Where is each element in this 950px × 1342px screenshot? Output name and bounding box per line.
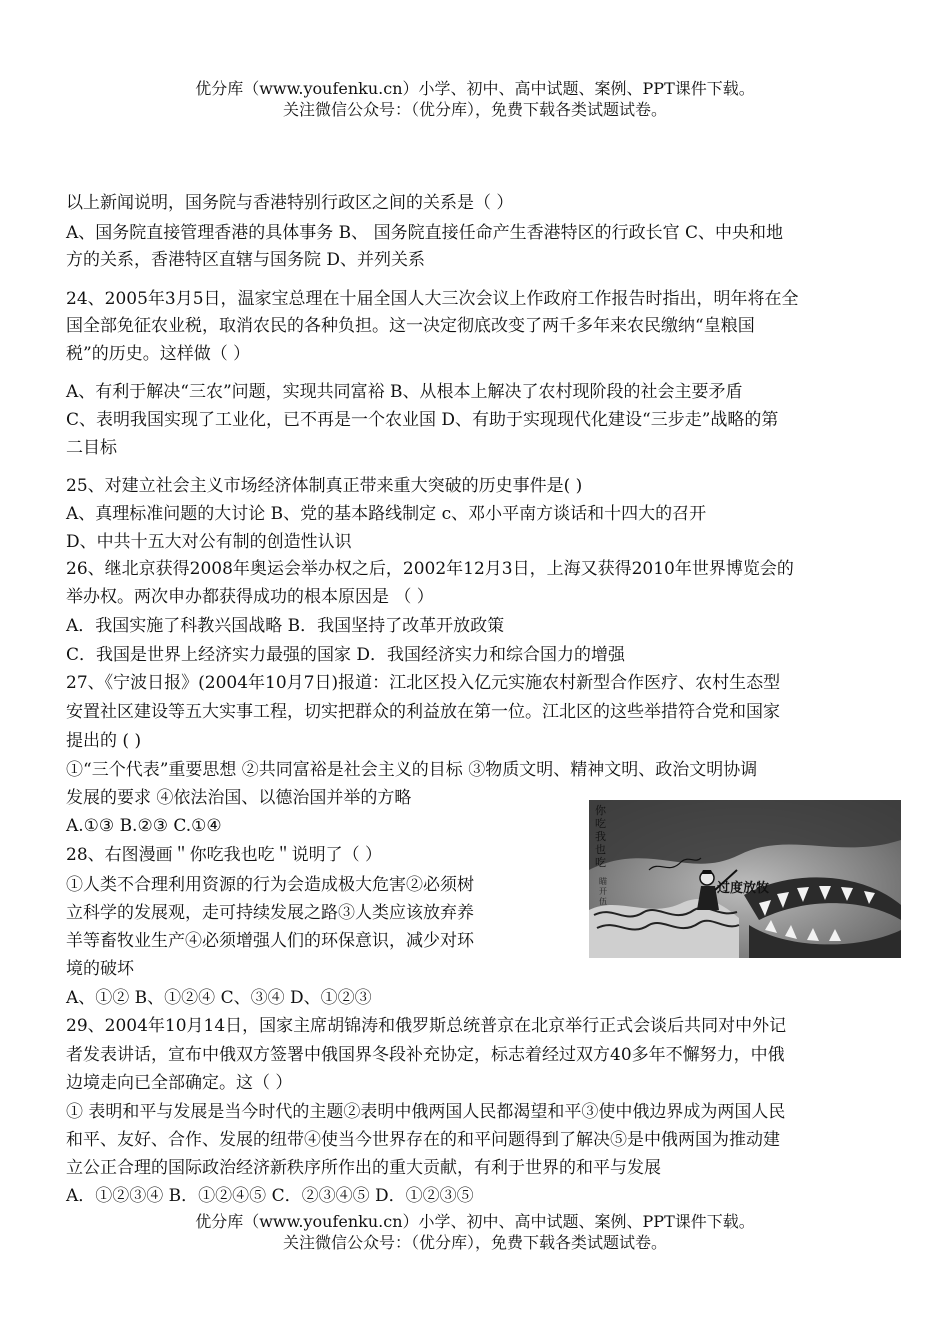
q23-stem: 以上新闻说明，国务院与香港特别行政区之间的关系是（ ） [66, 193, 514, 213]
footer-line-1: 优分库（www.youfenku.cn）小学、初中、高中试题、案例、PPT课件下载。 [195, 1212, 755, 1231]
q28-items-line-1: ①人类不合理利用资源的行为会造成极大危害②必须树 [66, 875, 474, 895]
q24-stem-line-3: 税”的历史。这样做（ ） [66, 344, 251, 364]
q25-options-line-2: D、中共十五大对公有制的创造性认识 [66, 532, 352, 552]
q25-stem: 25、对建立社会主义市场经济体制真正带来重大突破的历史事件是( ) [66, 476, 583, 496]
q28-stem: 28、右图漫画＂你吃我也吃＂说明了（ ） [66, 845, 383, 865]
q23-options-line-2: 方的关系，香港特区直辖与国务院 D、并列关系 [66, 250, 426, 270]
q27-items-line-2: 发展的要求 ④依法治国、以德治国并举的方略 [66, 788, 412, 808]
header-line-1: 优分库（www.youfenku.cn）小学、初中、高中试题、案例、PPT课件下载。 [195, 79, 755, 98]
q24-options-line-2: C、表明我国实现了工业化，已不再是一个农业国 D、有助于实现现代化建设“三步走”战略的第 [66, 410, 779, 430]
q24-stem-line-1: 24、2005年3月5日，温家宝总理在十届全国人大三次会议上作政府工作报告时指出，明年将在全 [66, 289, 799, 309]
q29-items-line-3: 立公正合理的国际政治经济新秩序所作出的重大贡献，有利于世界的和平与发展 [66, 1158, 661, 1178]
footer-line-2: 关注微信公众号：（优分库），免费下载各类试题试卷。 [282, 1233, 667, 1252]
q28-items-line-4: 境的破坏 [66, 959, 134, 979]
q26-stem-line-2: 举办权。两次申办都获得成功的根本原因是 （ ） [66, 587, 434, 607]
q28-items-line-3: 羊等畜牧业生产④必须增强人们的环保意识，减少对环 [66, 931, 474, 951]
q24-options-line-1: A、有利于解决“三农”问题，实现共同富裕 B、从根本上解决了农村现阶段的社会主要矛盾 [66, 382, 743, 402]
cartoon-author-char-2: 伍 [599, 897, 607, 906]
cartoon-author-char-1: 开 [599, 887, 607, 896]
q24-stem-line-2: 国全部免征农业税，取消农民的各种负担。这一决定彻底改变了两千多年来农民缴纳“皇粮国 [66, 316, 755, 336]
q29-options: A．①②③④ B．①②④⑤ C．②③④⑤ D．①②③⑤ [66, 1186, 474, 1206]
q24-options-line-3: 二目标 [66, 438, 117, 458]
q28-items-line-2: 立科学的发展观，走可持续发展之路③人类应该放弃养 [66, 903, 474, 923]
q27-stem-line-1: 27、《宁波日报》(2004年10月7日)报道：江北区投入亿元实施农村新型合作医疗、农村生态型 [66, 673, 781, 693]
cartoon-image [589, 800, 901, 958]
q27-options: A.①③ B.②③ C.①④ [66, 816, 222, 836]
q28-options: A、①② B、①②④ C、③④ D、①②③ [66, 988, 372, 1008]
q23-options-line-1: A、国务院直接管理香港的具体事务 B、 国务院直接任命产生香港特区的行政长官 C、中央和地 [66, 223, 783, 243]
q27-stem-line-3: 提出的 ( ) [66, 731, 142, 751]
header-line-2: 关注微信公众号：（优分库），免费下载各类试题试卷。 [282, 100, 667, 119]
q26-options-line-2: C．我国是世界上经济实力最强的国家 D．我国经济实力和综合国力的增强 [66, 645, 626, 665]
q26-stem-line-1: 26、继北京获得2008年奥运会举办权之后，2002年12月3日，上海又获得2010年世界博览会的 [66, 559, 794, 579]
q29-stem-line-3: 边境走向已全部确定。这（ ） [66, 1073, 293, 1093]
q26-options-line-1: A．我国实施了科教兴国战略 B．我国坚持了改革开放政策 [66, 616, 505, 636]
q27-stem-line-2: 安置社区建设等五大实事工程，切实把群众的利益放在第一位。江北区的这些举措符合党和国家 [66, 702, 780, 722]
cartoon-title-char-4: 吃 [595, 856, 606, 869]
q29-stem-line-1: 29、2004年10月14日，国家主席胡锦涛和俄罗斯总统普京在北京举行正式会谈后共同对中外记 [66, 1016, 787, 1036]
q29-items-line-1: ① 表明和平与发展是当今时代的主题②表明中俄两国人民都渴望和平③使中俄边界成为两国人民 [66, 1102, 786, 1122]
q25-options-line-1: A、真理标准问题的大讨论 B、党的基本路线制定 c、邓小平南方谈话和十四大的召开 [66, 504, 707, 524]
cartoon-caption: 过度放牧 [717, 881, 770, 896]
cartoon-title-char-1: 吃 [595, 817, 606, 830]
cartoon-title-char-2: 我 [595, 830, 606, 843]
cartoon-title-char-0: 你 [595, 804, 606, 817]
cartoon-author-char-0: 瞄 [599, 877, 607, 886]
cartoon-title-char-3: 也 [595, 843, 606, 856]
q29-items-line-2: 和平、友好、合作、发展的纽带④使当今世界存在的和平问题得到了解决⑤是中俄两国为推动建 [66, 1130, 780, 1150]
q27-items-line-1: ①“三个代表”重要思想 ②共同富裕是社会主义的目标 ③物质文明、精神文明、政治文明协调 [66, 760, 758, 780]
q29-stem-line-2: 者发表讲话，宣布中俄双方签署中俄国界冬段补充协定，标志着经过双方40多年不懈努力，中俄 [66, 1045, 785, 1065]
